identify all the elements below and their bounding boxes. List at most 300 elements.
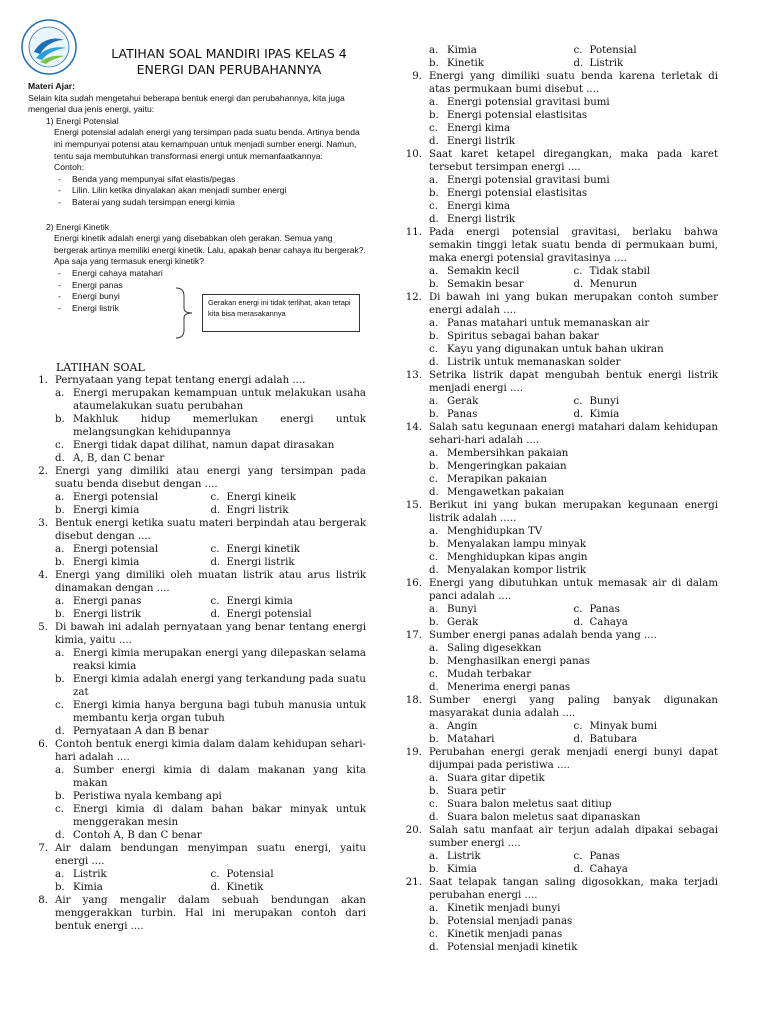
question <box>28 569 366 621</box>
question-stem: Saat karet ketapel diregangkan, maka pada karet tersebut tersimpan energi .... <box>429 149 718 173</box>
question-stem: Pernyataan yang tepat tentang energi adalah .... <box>55 375 306 386</box>
option-text: Kinetik <box>447 58 484 69</box>
option <box>55 387 366 413</box>
option-letter: c. <box>573 45 583 56</box>
option-text: Pernyataan A dan B benar <box>73 726 209 737</box>
options-list <box>429 174 718 226</box>
option-letter: b. <box>429 539 439 550</box>
option <box>429 395 574 408</box>
option-letter: c. <box>210 544 220 555</box>
option-letter: b. <box>55 505 65 516</box>
options-list <box>55 387 366 465</box>
option-text: Energi potensial gravitasi bumi <box>447 97 610 108</box>
question-number: 20. <box>405 825 422 836</box>
option-text: Energi potensial gravitasi bumi <box>447 175 610 186</box>
option-text: Energi kima <box>447 201 511 212</box>
option-text: Energi kinetik <box>226 544 300 555</box>
option-letter: c. <box>573 396 583 407</box>
option-letter: d. <box>55 453 65 464</box>
option-text: Kimia <box>73 882 103 893</box>
option-letter: d. <box>210 882 221 893</box>
option-text: Suara balon meletus saat ditiup <box>447 799 612 810</box>
options-grid <box>429 395 718 421</box>
option <box>429 525 718 538</box>
option-letter: a. <box>429 721 439 732</box>
option-text: Makhluk hidup memerlukan energi untuk melangsungkan kehidupannya <box>73 414 366 438</box>
question-stem: Energi yang dimiliki suatu benda karena terletak di atas permukaan bumi disebut .... <box>429 71 718 95</box>
question-number: 12. <box>405 292 422 303</box>
option <box>429 213 718 226</box>
option <box>429 356 718 369</box>
option-letter: d. <box>429 487 439 498</box>
option-text: Energi kimia di dalam bahan bakar minyak untuk menggerakan mesin <box>73 804 366 828</box>
option-letter: b. <box>429 461 439 472</box>
option-text: A, B, dan C benar <box>73 453 165 464</box>
option-text: Energi kimia hanya berguna bagi tubuh manusia untuk membantu kerja organ tubuh <box>73 700 366 724</box>
option <box>429 96 718 109</box>
option-letter: b. <box>429 279 439 290</box>
option-letter: a. <box>429 45 439 56</box>
title-line-1: LATIHAN SOAL MANDIRI IPAS KELAS 4 <box>111 46 347 61</box>
option-text: Energi listrik <box>447 214 516 225</box>
question <box>402 291 718 369</box>
option-text: Listrik <box>73 869 107 880</box>
option-text: Suara gitar dipetik <box>447 773 545 784</box>
option-letter: d. <box>55 726 65 737</box>
option-text: Gerak <box>447 396 479 407</box>
option <box>211 881 367 894</box>
options-list <box>429 902 718 954</box>
question-number: 2. <box>38 466 48 477</box>
option-letter: a. <box>429 97 439 108</box>
option <box>55 764 366 790</box>
option <box>55 881 211 894</box>
option-text: Energi kimia merupakan energi yang dilepaskan selama reaksi kimia <box>73 648 366 672</box>
option <box>429 265 574 278</box>
option <box>429 538 718 551</box>
option-text: Contoh A, B dan C benar <box>73 830 202 841</box>
option <box>55 725 366 738</box>
option-text: Mengawetkan pakaian <box>447 487 565 498</box>
option-letter: a. <box>55 869 65 880</box>
option <box>211 608 367 621</box>
option <box>429 798 718 811</box>
question-stem: Perubahan energi gerak menjadi energi bunyi dapat dijumpai pada peristiwa .... <box>429 747 718 771</box>
option-letter: a. <box>55 596 65 607</box>
options-list <box>55 764 366 842</box>
option-letter: a. <box>429 851 439 862</box>
option-letter: b. <box>429 409 439 420</box>
option-letter: d. <box>429 565 439 576</box>
options-grid <box>55 543 366 569</box>
option-letter: b. <box>429 58 439 69</box>
option <box>429 330 718 343</box>
option-text: Peristiwa nyala kembang api <box>73 791 222 802</box>
option <box>55 608 211 621</box>
options-grid <box>429 720 718 746</box>
option-letter: c. <box>429 669 438 680</box>
option-text: Menghidupkan kipas angin <box>447 552 588 563</box>
option-letter: b. <box>55 609 65 620</box>
option <box>429 109 718 122</box>
option-letter: a. <box>429 448 439 459</box>
option-text: Menerima energi panas <box>447 682 571 693</box>
question-number: 1. <box>38 375 48 386</box>
options-list <box>429 642 718 694</box>
option-letter: b. <box>55 557 65 568</box>
options-list <box>429 772 718 824</box>
option-text: Energi potensial elastisitas <box>447 110 588 121</box>
question-number: 13. <box>405 370 422 381</box>
option-letter: a. <box>429 266 439 277</box>
option-letter: a. <box>429 643 439 654</box>
option <box>211 595 367 608</box>
question-number: 7. <box>38 843 48 854</box>
option-text: Suara petir <box>447 786 506 797</box>
option-text: Energi panas <box>73 596 142 607</box>
list-item: - Baterai yang sudah tersimpan energi kimia <box>28 197 366 209</box>
options-grid <box>429 850 718 876</box>
options-grid <box>429 265 718 291</box>
option-text: Kayu yang digunakan untuk bahan ukiran <box>447 344 664 355</box>
option-letter: a. <box>55 492 65 503</box>
option-letter: d. <box>573 58 584 69</box>
option-text: Engri listrik <box>226 505 289 516</box>
option <box>211 556 367 569</box>
option <box>574 278 719 291</box>
option-text: Potensial <box>226 869 274 880</box>
option-letter: b. <box>55 414 65 425</box>
option-letter: d. <box>210 557 221 568</box>
option-letter: b. <box>429 916 439 927</box>
option-text: Energi kimia adalah energi yang terkandung pada suatu zat <box>73 674 366 698</box>
option <box>55 673 366 699</box>
options-grid <box>429 44 718 70</box>
question-number: 16. <box>405 578 422 589</box>
option <box>574 616 719 629</box>
questions-right-column <box>402 44 718 954</box>
option <box>429 486 718 499</box>
option <box>429 733 574 746</box>
question-stem: Berikut ini yang bukan merupakan kegunaan energi listrik adalah ..... <box>429 500 718 524</box>
option-letter: c. <box>210 869 220 880</box>
question-number: 10. <box>405 149 422 160</box>
option-letter: c. <box>429 799 438 810</box>
option-text: Kimia <box>589 409 620 420</box>
option <box>429 681 718 694</box>
option-letter: c. <box>429 201 438 212</box>
option-letter: c. <box>210 596 220 607</box>
question <box>28 621 366 738</box>
option <box>429 655 718 668</box>
question-number: 9. <box>412 71 422 82</box>
option <box>55 829 366 842</box>
question-stem: Salah satu kegunaan energi matahari dalam kehidupan sehari-hari adalah .... <box>429 422 718 446</box>
question <box>402 369 718 421</box>
option-letter: c. <box>573 266 583 277</box>
option <box>429 616 574 629</box>
option-letter: b. <box>429 188 439 199</box>
options-list <box>429 447 718 499</box>
option <box>55 803 366 829</box>
option <box>574 603 719 616</box>
question-stem: Salah satu manfaat air terjun adalah dipakai sebagai sumber energi .... <box>429 825 718 849</box>
option-letter: c. <box>429 474 438 485</box>
option-letter: c. <box>429 552 438 563</box>
option <box>55 699 366 725</box>
question-stem: Energi yang dimiliki atau energi yang tersimpan pada suatu benda disebut dengan .... <box>55 466 366 490</box>
option <box>429 915 718 928</box>
question-stem: Setrika listrik dapat mengubah bentuk energi listrik menjadi energi .... <box>429 370 718 394</box>
option <box>429 473 718 486</box>
option <box>429 408 574 421</box>
option-letter: b. <box>429 734 439 745</box>
option <box>574 408 719 421</box>
option-letter: b. <box>55 674 65 685</box>
option-text: Semakin besar <box>447 279 524 290</box>
option <box>429 785 718 798</box>
options-list <box>429 96 718 148</box>
option-text: Menghasilkan energi panas <box>447 656 590 667</box>
option-text: Bunyi <box>447 604 477 615</box>
option-text: Energi kimia <box>73 557 140 568</box>
option-text: Listrik <box>447 851 481 862</box>
option-text: Potensial menjadi kinetik <box>447 942 578 953</box>
option-text: Cahaya <box>589 864 628 875</box>
option <box>429 317 718 330</box>
option-text: Potensial <box>589 45 637 56</box>
option-text: Panas <box>589 851 620 862</box>
option-letter: b. <box>429 786 439 797</box>
option-text: Kimia <box>447 45 477 56</box>
question <box>28 894 366 933</box>
option-text: Kinetik menjadi panas <box>447 929 563 940</box>
brace-icon <box>172 286 196 340</box>
option-text: Saling digesekkan <box>447 643 542 654</box>
list-item: - Benda yang mempunyai sifat elastis/pegas <box>28 174 366 186</box>
option-text: Tidak stabil <box>589 266 650 277</box>
question <box>402 226 718 291</box>
option <box>211 543 367 556</box>
list-item: - Energi cahaya matahari <box>28 268 366 280</box>
kinetik-title: 2) Energi Kinetik <box>46 221 110 232</box>
option <box>429 863 574 876</box>
option <box>429 44 574 57</box>
option-text: Listrik <box>589 58 624 69</box>
option-text: Energi listrik <box>447 136 516 147</box>
option <box>429 278 574 291</box>
option-letter: b. <box>429 656 439 667</box>
option-letter: d. <box>429 136 439 147</box>
option <box>429 135 718 148</box>
list-item: - Lilin. Lilin ketika dinyalakan akan menjadi sumber energi <box>28 185 366 197</box>
option <box>55 647 366 673</box>
option <box>429 902 718 915</box>
option-letter: d. <box>429 812 439 823</box>
option <box>55 543 211 556</box>
option <box>429 343 718 356</box>
option-text: Energi potensial <box>226 609 312 620</box>
option-text: Membersihkan pakaian <box>447 448 569 459</box>
question-number: 19. <box>405 747 422 758</box>
question <box>402 824 718 876</box>
option-text: Matahari <box>447 734 495 745</box>
option-letter: b. <box>429 864 439 875</box>
option-text: Kimia <box>447 864 477 875</box>
option-letter: d. <box>210 609 221 620</box>
option-letter: d. <box>55 830 65 841</box>
question-number: 3. <box>38 518 48 529</box>
question <box>402 499 718 577</box>
option-letter: a. <box>429 773 439 784</box>
option <box>429 642 718 655</box>
option <box>55 556 211 569</box>
question-number: 15. <box>405 500 422 511</box>
option-text: Energi listrik <box>226 557 295 568</box>
option <box>429 447 718 460</box>
question <box>28 517 366 569</box>
question <box>402 746 718 824</box>
option-text: Kinetik <box>226 882 264 893</box>
question-number: 14. <box>405 422 422 433</box>
school-logo <box>20 18 78 76</box>
question <box>28 374 366 465</box>
option <box>429 187 718 200</box>
option <box>429 57 574 70</box>
option-text: Menyalakan lampu minyak <box>447 539 587 550</box>
question-stem: Sumber energi panas adalah benda yang .... <box>429 630 657 641</box>
question <box>402 876 718 954</box>
question-number: 17. <box>405 630 422 641</box>
options-grid <box>55 868 366 894</box>
question <box>28 842 366 894</box>
option-text: Potensial menjadi panas <box>447 916 573 927</box>
option-letter: d. <box>429 214 439 225</box>
option-text: Batubara <box>589 734 638 745</box>
option-letter: d. <box>210 505 221 516</box>
option-letter: d. <box>573 617 584 628</box>
options-list <box>429 317 718 369</box>
question-stem: Di bawah ini yang bukan merupakan contoh sumber energi adalah .... <box>429 292 718 316</box>
option-text: Energi potensial <box>73 492 159 503</box>
question-number: 8. <box>38 895 48 906</box>
option-text: Merapikan pakaian <box>447 474 547 485</box>
option-letter: a. <box>429 318 439 329</box>
option <box>211 504 367 517</box>
question-stem: Contoh bentuk energi kimia dalam dalam kehidupan sehari-hari adalah .... <box>55 739 366 763</box>
option-letter: c. <box>55 804 64 815</box>
option-text: Mudah terbakar <box>447 669 532 680</box>
option-text: Energi potensial elastisitas <box>447 188 588 199</box>
option-letter: c. <box>429 123 438 134</box>
option-letter: c. <box>573 604 583 615</box>
option-text: Energi kima <box>447 123 511 134</box>
question <box>28 738 366 842</box>
option <box>429 772 718 785</box>
option-letter: b. <box>429 331 439 342</box>
option <box>429 811 718 824</box>
option-text: Energi kimia <box>226 596 293 607</box>
option-text: Energi kimia <box>73 505 140 516</box>
question-stem: Air dalam bendungan menyimpan suatu energi, yaitu energi .... <box>55 843 366 867</box>
question-stem: Pada energi potensial gravitasi, berlaku bahwa semakin tinggi letak suatu benda di permukaan bumi, maka energi potensial gravitasinya .... <box>429 227 718 264</box>
option <box>429 928 718 941</box>
option-text: Menyalakan kompor listrik <box>447 565 587 576</box>
option-letter: d. <box>429 942 439 953</box>
option-text: Angin <box>447 721 478 732</box>
option <box>574 395 719 408</box>
option-text: Bunyi <box>589 396 620 407</box>
option-text: Kinetik menjadi bunyi <box>447 903 561 914</box>
option-letter: a. <box>429 526 439 537</box>
options-grid <box>429 603 718 629</box>
option-text: Panas <box>447 409 478 420</box>
latihan-soal-title: LATIHAN SOAL <box>56 361 145 374</box>
option <box>55 413 366 439</box>
question-number: 5. <box>38 622 48 633</box>
list-item: - Energi panas <box>28 280 366 292</box>
option <box>55 504 211 517</box>
option-letter: b. <box>429 110 439 121</box>
option-letter: c. <box>429 929 438 940</box>
option-letter: d. <box>573 734 584 745</box>
option-letter: a. <box>429 604 439 615</box>
question <box>402 421 718 499</box>
option-text: Semakin kecil <box>447 266 520 277</box>
question-stem: Di bawah ini adalah pernyataan yang benar tentang energi kimia, yaitu .... <box>55 622 366 646</box>
option <box>429 564 718 577</box>
option <box>429 460 718 473</box>
option-text: Panas matahari untuk memanaskan air <box>447 318 650 329</box>
option <box>429 122 718 135</box>
option <box>574 57 719 70</box>
potensial-title: 1) Energi Potensial <box>46 115 119 126</box>
option <box>211 491 367 504</box>
kinetik-text: Energi kinetik adalah energi yang disebabkan oleh gerakan. Semua yang bergerak artinya memiliki energi kinetik. Lalu, apakah benar cahaya itu bergerak?. <box>54 233 366 255</box>
materi-intro: Selain kita sudah mengetahui beberapa bentuk energi dan perubahannya, kita juga mengenal dua jenis energi, yaitu: <box>28 92 345 115</box>
option <box>574 850 719 863</box>
option <box>55 491 211 504</box>
options-list <box>55 647 366 738</box>
option-text: Spiritus sebagai bahan bakar <box>447 331 599 342</box>
page-title <box>84 46 374 78</box>
options-list <box>429 525 718 577</box>
question <box>402 70 718 148</box>
option-letter: a. <box>429 175 439 186</box>
option-text: Energi kineik <box>226 492 296 503</box>
option-letter: a. <box>55 648 65 659</box>
option <box>429 551 718 564</box>
options-grid <box>55 595 366 621</box>
option-letter: c. <box>573 721 583 732</box>
question-stem: Air yang mengalir dalam sebuah bendungan akan menggerakkan turbin. Hal ini merupakan contoh dari bentuk energi .... <box>55 895 366 932</box>
question-stem: Bentuk energi ketika suatu materi berpindah atau bergerak disebut dengan .... <box>55 518 366 542</box>
option <box>55 595 211 608</box>
option-letter: d. <box>429 357 439 368</box>
materi-ajar-section <box>28 81 366 314</box>
options-grid <box>55 491 366 517</box>
option-text: Energi potensial <box>73 544 159 555</box>
option-text: Cahaya <box>589 617 628 628</box>
option-text: Minyak bumi <box>589 721 657 732</box>
option-text: Suara balon meletus saat dipanaskan <box>447 812 641 823</box>
option <box>574 44 719 57</box>
option-letter: a. <box>429 396 439 407</box>
option-letter: d. <box>573 864 584 875</box>
question-number: 21. <box>405 877 422 888</box>
questions-left-column <box>28 374 366 933</box>
option <box>211 868 367 881</box>
